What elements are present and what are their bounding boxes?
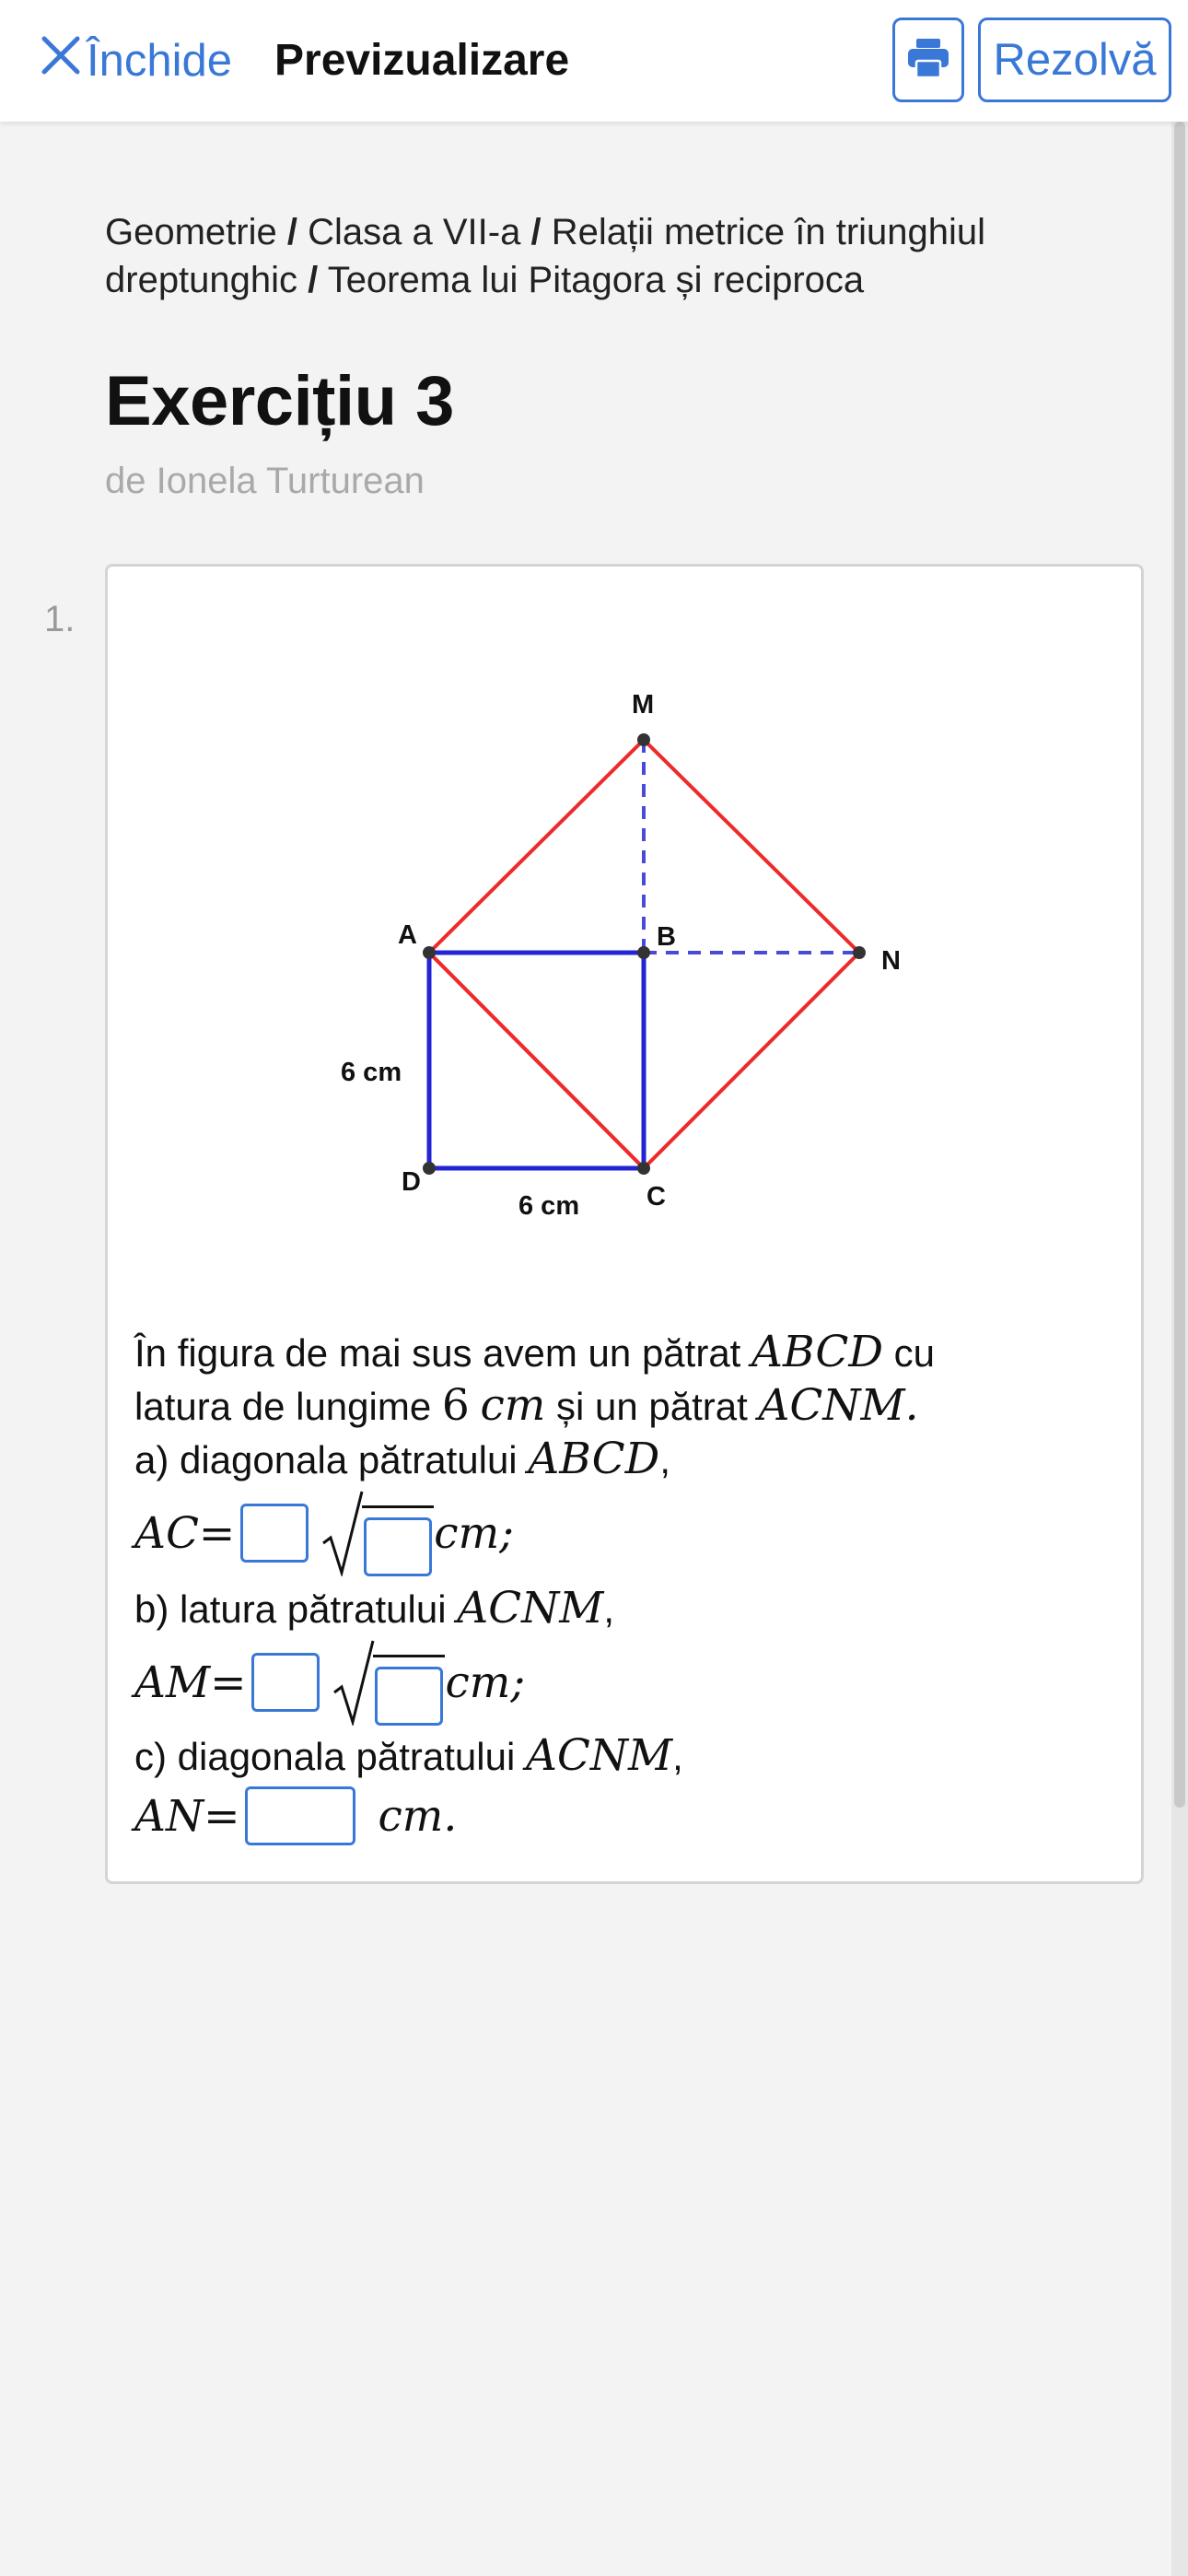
- answer-input-b-radicand[interactable]: [375, 1667, 443, 1726]
- math-acnm: ACNM: [758, 1380, 905, 1431]
- sqrt-sign-icon: [332, 1639, 375, 1726]
- point-n: [853, 946, 866, 959]
- point-b: [637, 946, 650, 959]
- problem-line-b: [134, 1583, 614, 1633]
- answer-input-a-radicand[interactable]: [364, 1517, 432, 1576]
- math-cm-unit: cm;: [445, 1657, 526, 1708]
- problem-intro-text: cu: [883, 1331, 936, 1375]
- part-b-label: b) latura pătratului: [134, 1587, 458, 1631]
- math-cm-unit: cm.: [378, 1790, 458, 1842]
- answer-input-b-coefficient[interactable]: [251, 1653, 320, 1712]
- point-c: [637, 1162, 650, 1175]
- label-side-ad: 6 cm: [341, 1058, 402, 1087]
- breadcrumb-item-chapter[interactable]: Relații metrice în triunghiul dreptunghic: [105, 212, 986, 300]
- point-d: [423, 1162, 436, 1175]
- label-a: A: [398, 920, 417, 950]
- label-c: C: [646, 1182, 666, 1212]
- label-side-dc: 6 cm: [518, 1191, 580, 1221]
- math-ac: AC: [134, 1507, 199, 1559]
- comma: ,: [672, 1735, 683, 1778]
- breadcrumb-item-grade[interactable]: Clasa a VII-a: [308, 212, 521, 252]
- exercise-title: Exercițiu 3: [105, 362, 454, 440]
- math-acnm: ACNM: [457, 1583, 604, 1633]
- math-dot: .: [904, 1380, 919, 1431]
- printer-icon: [905, 35, 951, 86]
- equals-sign: =: [204, 1790, 240, 1842]
- answer-line-b: [134, 1636, 525, 1728]
- part-a-label: a) diagonala pătratului: [134, 1438, 529, 1481]
- equals-sign: =: [210, 1657, 247, 1708]
- math-an: AN: [134, 1790, 204, 1842]
- top-bar: [0, 0, 1188, 122]
- answer-input-a-coefficient[interactable]: [240, 1504, 309, 1563]
- label-d: D: [402, 1167, 421, 1197]
- problem-line-c: [134, 1730, 683, 1781]
- close-x-icon: [39, 33, 83, 88]
- problem-intro-text: și un pătrat: [545, 1385, 759, 1428]
- sqrt-symbol: [321, 1490, 434, 1576]
- print-button[interactable]: [892, 18, 964, 102]
- question-number: 1.: [44, 599, 76, 639]
- breadcrumb-separator: /: [308, 260, 319, 300]
- math-acnm: ACNM: [525, 1730, 673, 1781]
- solve-button[interactable]: Rezolvă: [978, 18, 1171, 102]
- exercise-author: de Ionela Turturean: [105, 461, 425, 501]
- diagonal-ac: [429, 953, 644, 1168]
- math-abcd: ABCD: [528, 1434, 660, 1484]
- math-cm: cm: [480, 1380, 546, 1431]
- point-a: [423, 946, 436, 959]
- math-six: 6: [441, 1380, 470, 1431]
- answer-input-c[interactable]: [245, 1786, 355, 1845]
- breadcrumb-separator: /: [530, 212, 542, 252]
- label-n: N: [881, 946, 901, 976]
- page-title: Previzualizare: [274, 36, 570, 85]
- equals-sign: =: [198, 1507, 236, 1559]
- math-cm-unit: cm;: [434, 1507, 515, 1559]
- answer-line-a: [134, 1487, 514, 1579]
- problem-intro-text: latura de lungime: [134, 1385, 442, 1428]
- problem-line-a: [134, 1434, 670, 1484]
- problem-intro-text: În figura de mai sus avem un pătrat: [134, 1331, 752, 1375]
- comma: ,: [659, 1438, 670, 1481]
- close-button[interactable]: [39, 28, 232, 94]
- breadcrumb-item-lesson[interactable]: Teorema lui Pitagora și reciproca: [327, 260, 865, 300]
- sqrt-sign-icon: [321, 1490, 364, 1576]
- point-m: [637, 733, 650, 746]
- label-b: B: [657, 922, 676, 952]
- part-c-label: c) diagonala pătratului: [134, 1735, 526, 1778]
- math-am: AM: [134, 1657, 211, 1708]
- answer-line-c: [134, 1784, 457, 1848]
- problem-line-2: [134, 1380, 919, 1431]
- label-m: M: [632, 690, 655, 720]
- close-label: Închide: [87, 36, 233, 86]
- math-abcd: ABCD: [751, 1327, 884, 1377]
- breadcrumb-item-subject[interactable]: Geometrie: [105, 212, 277, 252]
- problem-line-1: [134, 1327, 935, 1377]
- comma: ,: [603, 1587, 615, 1631]
- breadcrumb-separator: /: [286, 212, 297, 252]
- sqrt-symbol: [332, 1639, 445, 1726]
